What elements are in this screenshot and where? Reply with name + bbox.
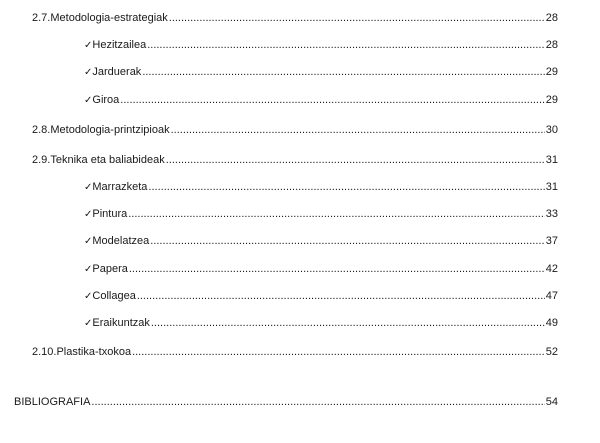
entry-title: Collagea (92, 290, 136, 302)
dot-leader (120, 94, 544, 106)
entry-title: Jarduerak (92, 66, 142, 78)
entry-title: Plastika-txokoa (56, 346, 132, 358)
page-number: 47 (545, 290, 558, 302)
toc-entry[interactable] (84, 263, 558, 279)
toc-entry[interactable] (84, 94, 558, 110)
section-number: 2.9. (32, 154, 51, 166)
checkmark-icon: ✓ (84, 318, 93, 329)
entry-title: Giroa (92, 94, 120, 106)
checkmark-icon: ✓ (84, 236, 93, 247)
entry-title: Modelatzea (92, 235, 150, 247)
toc-entry[interactable] (84, 39, 558, 55)
dot-leader (151, 317, 545, 329)
toc-entry[interactable] (84, 290, 558, 306)
dot-leader (166, 154, 545, 166)
entry-title: Metodologia-printzipioak (50, 124, 170, 136)
toc-entry[interactable] (84, 235, 558, 251)
entry-title: Marrazketa (92, 181, 148, 193)
page-number: 28 (545, 39, 558, 51)
checkmark-icon: ✓ (84, 95, 93, 106)
checkmark-icon: ✓ (84, 182, 93, 193)
dot-leader (91, 396, 544, 408)
dot-leader (137, 290, 545, 302)
section-number: 2.8. (32, 124, 51, 136)
entry-title: Pintura (92, 208, 128, 220)
dot-leader (132, 346, 545, 358)
page-number: 33 (545, 208, 558, 220)
toc-entry[interactable] (84, 317, 558, 333)
toc-entry[interactable] (84, 208, 558, 224)
dot-leader (129, 263, 545, 275)
checkmark-icon: ✓ (84, 264, 93, 275)
dot-leader (150, 235, 544, 247)
entry-title: Metodologia-estrategiak (50, 12, 168, 24)
page-number: 31 (545, 154, 558, 166)
toc-entry[interactable] (32, 124, 558, 140)
dot-leader (148, 181, 544, 193)
page-number: 49 (545, 317, 558, 329)
entry-title: BIBLIOGRAFIA (14, 396, 91, 408)
entry-title: Hezitzailea (92, 39, 147, 51)
page-number: 29 (545, 94, 558, 106)
dot-leader (142, 66, 544, 78)
section-number: 2.10. (32, 346, 57, 358)
page-number: 37 (545, 235, 558, 247)
dot-leader (169, 12, 545, 24)
toc-entry[interactable] (14, 396, 558, 412)
page-number: 54 (545, 396, 558, 408)
toc-entry[interactable] (84, 181, 558, 197)
entry-title: Eraikuntzak (92, 317, 150, 329)
toc-entry[interactable] (84, 66, 558, 82)
entry-title: Papera (92, 263, 128, 275)
toc-entry[interactable] (32, 12, 558, 28)
toc-entry[interactable] (32, 154, 558, 170)
page-number: 31 (545, 181, 558, 193)
dot-leader (128, 208, 545, 220)
page-number: 52 (545, 346, 558, 358)
toc-entry[interactable] (32, 346, 558, 362)
section-number: 2.7. (32, 12, 51, 24)
checkmark-icon: ✓ (84, 209, 93, 220)
page-number: 28 (545, 12, 558, 24)
entry-title: Teknika eta baliabideak (50, 154, 165, 166)
page-number: 30 (545, 124, 558, 136)
checkmark-icon: ✓ (84, 291, 93, 302)
checkmark-icon: ✓ (84, 67, 93, 78)
page-number: 42 (545, 263, 558, 275)
page-number: 29 (545, 66, 558, 78)
dot-leader (147, 39, 545, 51)
dot-leader (171, 124, 545, 136)
checkmark-icon: ✓ (84, 40, 93, 51)
